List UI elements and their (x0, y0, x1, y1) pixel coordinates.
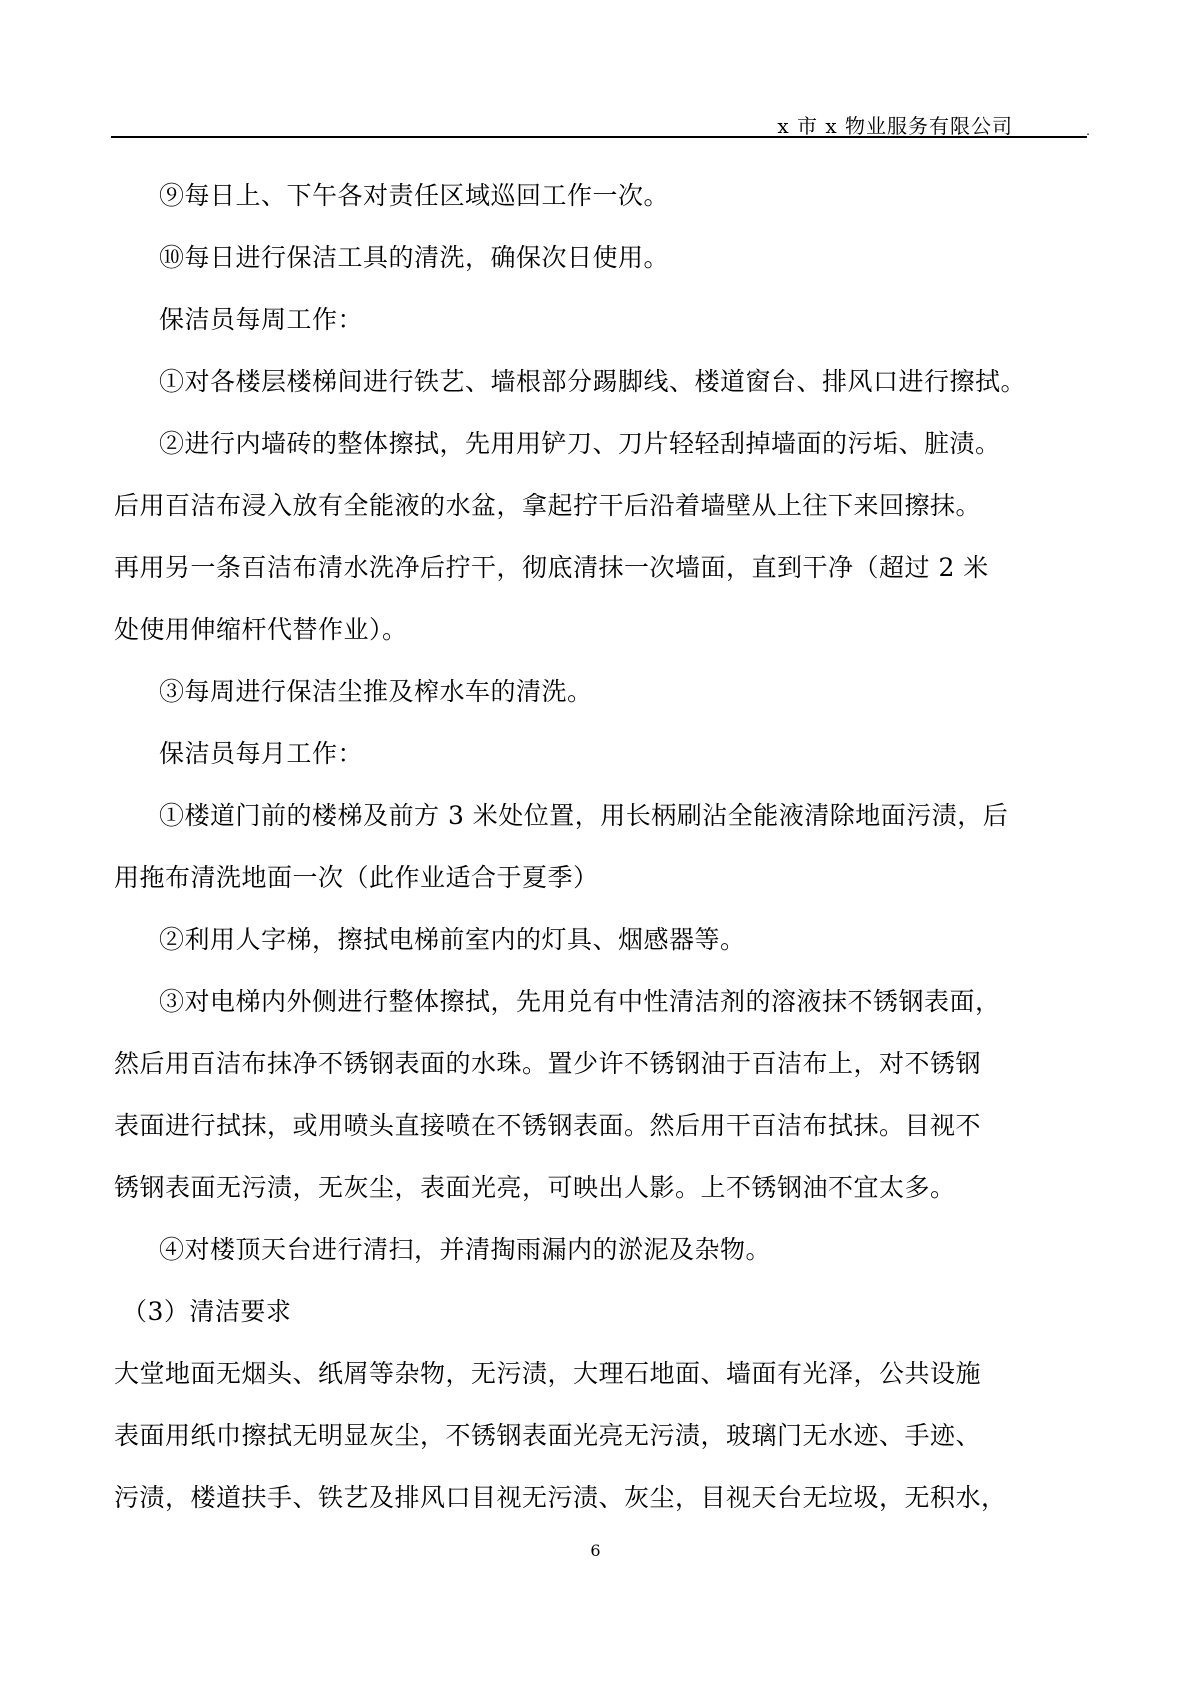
document-body (114, 165, 1074, 1529)
paragraph-line: ③对电梯内外侧进行整体擦拭，先用兑有中性清洁剂的溶液抹不锈钢表面， (159, 987, 1001, 1016)
paragraph-line: 后用百洁布浸入放有全能液的水盆，拿起拧干后沿着墙壁从上往下来回擦抹。 (114, 491, 982, 520)
company-name: x 市 x 物业服务有限公司 (777, 114, 1013, 138)
section-heading: （3）清洁要求 (122, 1297, 292, 1326)
page-header (111, 106, 1090, 138)
paragraph-line: 表面用纸巾擦拭无明显灰尘，不锈钢表面光亮无污渍，玻璃门无水迹、手迹、 (114, 1421, 982, 1450)
paragraph-line: ②利用人字梯，擦拭电梯前室内的灯具、烟感器等。 (159, 925, 746, 954)
paragraph-line: ①对各楼层楼梯间进行铁艺、墙根部分踢脚线、楼道窗台、排风口进行擦拭。 (159, 367, 1027, 396)
paragraph-line: ③每周进行保洁尘推及榨水车的清洗。 (159, 677, 593, 706)
header-mark: . (1086, 124, 1090, 138)
paragraph-line: ⑩每日进行保洁工具的清洗，确保次日使用。 (159, 243, 670, 272)
paragraph-line: 大堂地面无烟头、纸屑等杂物，无污渍，大理石地面、墙面有光泽，公共设施 (114, 1359, 982, 1388)
page-number: 6 (590, 1541, 601, 1560)
paragraph-line: ①楼道门前的楼梯及前方 3 米处位置，用长柄刷沾全能液清除地面污渍，后 (159, 801, 1009, 830)
paragraph-line: ④对楼顶天台进行清扫，并清掏雨漏内的淤泥及杂物。 (159, 1235, 772, 1264)
paragraph-line: 用拖布清洗地面一次（此作业适合于夏季） (114, 863, 599, 892)
paragraph-line: 表面进行拭抹，或用喷头直接喷在不锈钢表面。然后用干百洁布拭抹。目视不 (114, 1111, 982, 1140)
section-heading: 保洁员每周工作： (159, 305, 364, 334)
paragraph-line: 再用另一条百洁布清水洗净后拧干，彻底清抹一次墙面，直到干净（超过 2 米 (114, 553, 989, 582)
paragraph-line: 然后用百洁布抹净不锈钢表面的水珠。置少许不锈钢油于百洁布上，对不锈钢 (114, 1049, 982, 1078)
section-heading: 保洁员每月工作： (159, 739, 364, 768)
paragraph-line: 污渍，楼道扶手、铁艺及排风口目视无污渍、灰尘，目视天台无垃圾，无积水， (114, 1483, 1007, 1512)
paragraph-line: ⑨每日上、下午各对责任区域巡回工作一次。 (159, 181, 670, 210)
paragraph-line: ②进行内墙砖的整体擦拭，先用用铲刀、刀片轻轻刮掉墙面的污垢、脏渍。 (159, 429, 1001, 458)
paragraph-line: 锈钢表面无污渍，无灰尘，表面光亮，可映出人影。上不锈钢油不宜太多。 (114, 1173, 956, 1202)
paragraph-line: 处使用伸缩杆代替作业）。 (114, 615, 408, 644)
